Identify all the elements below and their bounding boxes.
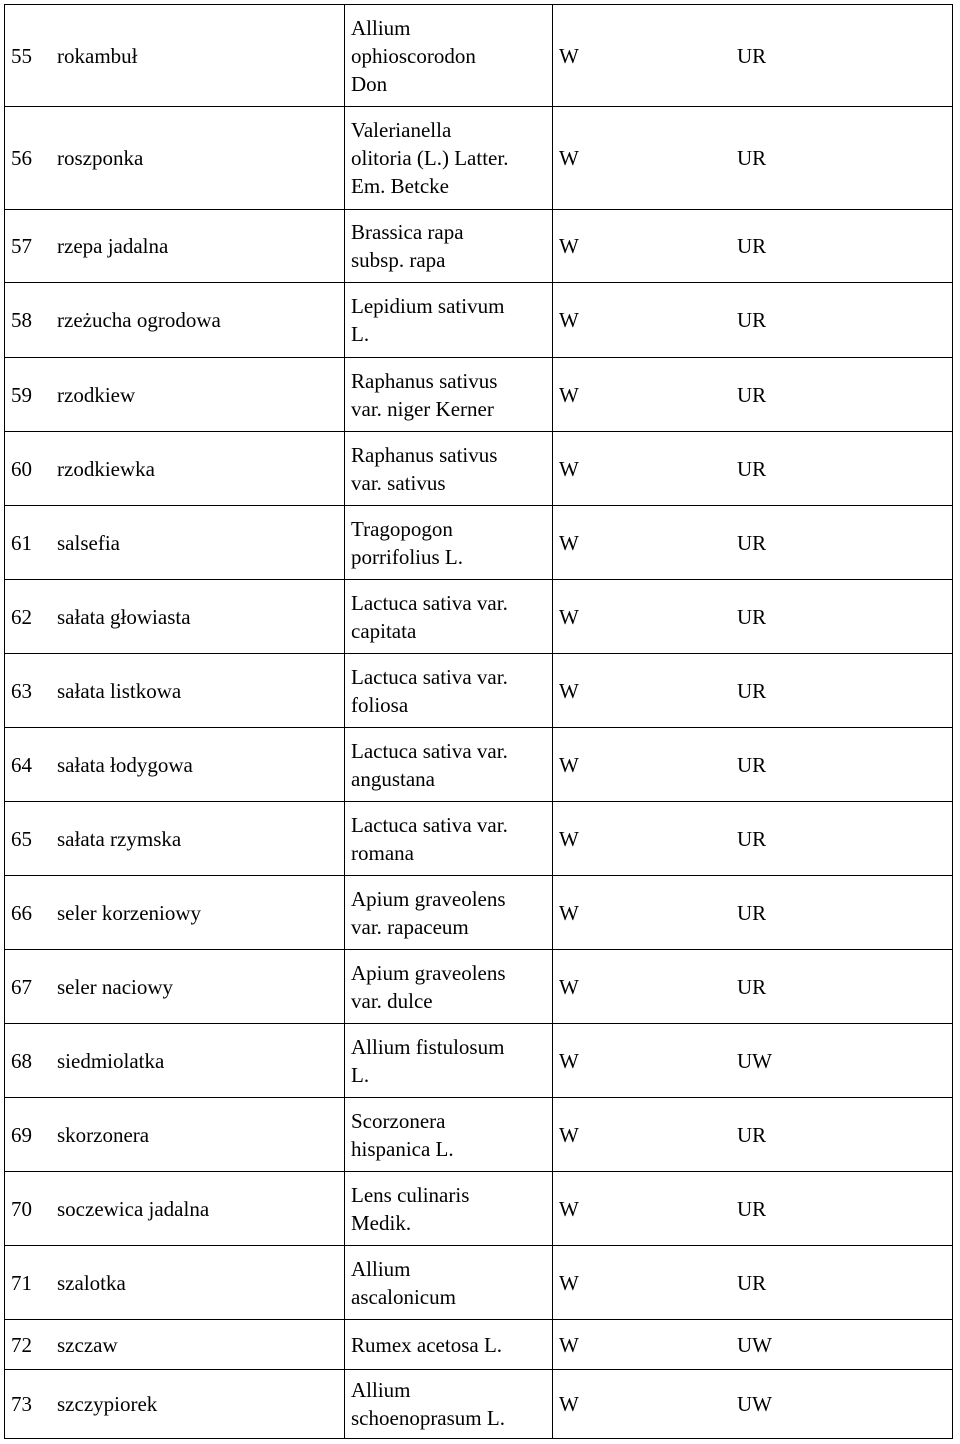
category-code: W [559,382,579,407]
polish-name: rzepa jadalna [57,234,169,258]
polish-name: skorzonera [57,1122,150,1147]
classification-cell [553,506,953,580]
category-code: W [559,1392,579,1416]
latin-name-cell: Allium schoenoprasum L. [345,1370,553,1439]
classification-cell [553,5,953,107]
latin-name-cell: Allium fistulosum L. [345,1024,553,1098]
classification-cell [553,950,953,1024]
polish-name: seler korzeniowy [57,900,202,925]
polish-name: soczewica jadalna [57,1196,210,1221]
status-code: UR [737,43,767,68]
latin-name-cell: Lens culinaris Medik. [345,1172,553,1246]
status-code: UR [737,752,767,777]
polish-name: szalotka [57,1270,126,1295]
latin-name-cell: Lactuca sativa var. foliosa [345,654,553,728]
row-number: 59 [11,382,32,407]
latin-name-cell: Tragopogon porrifolius L. [345,506,553,580]
category-code: W [559,1122,579,1147]
row-number: 60 [11,456,32,481]
polish-name: sałata głowiasta [57,604,191,629]
table-row [5,1320,953,1370]
polish-name: rzodkiew [57,382,136,407]
status-code: UR [737,382,767,407]
category-code: W [559,1048,579,1073]
category-code: W [559,752,579,777]
classification-cell [553,210,953,283]
table-row [5,728,953,802]
polish-name: sałata listkowa [57,678,182,703]
classification-cell [553,1320,953,1370]
classification-cell [553,654,953,728]
status-code: UR [737,234,767,258]
table-row [5,1246,953,1320]
latin-name-cell: Allium ascalonicum [345,1246,553,1320]
table-row [5,802,953,876]
latin-name-cell: Raphanus sativus var. niger Kerner [345,358,553,432]
classification-cell [553,802,953,876]
polish-name-cell [5,283,345,358]
latin-name-cell: Rumex acetosa L. [345,1320,553,1370]
category-code: W [559,234,579,258]
table-row [5,5,953,107]
row-number: 65 [11,826,32,851]
classification-cell [553,1172,953,1246]
status-code: UR [737,146,767,170]
status-code: UR [737,604,767,629]
status-code: UR [737,530,767,555]
status-code: UR [737,1122,767,1147]
row-number: 72 [11,1332,32,1357]
category-code: W [559,456,579,481]
table-row [5,1024,953,1098]
latin-name-cell: Lactuca sativa var. romana [345,802,553,876]
row-number: 57 [11,234,32,258]
row-number: 56 [11,146,32,170]
latin-name-cell: Allium ophioscorodon Don [345,5,553,107]
polish-name-cell [5,1024,345,1098]
polish-name-cell [5,950,345,1024]
category-code: W [559,308,579,332]
row-number: 63 [11,678,32,703]
latin-name-cell: Lactuca sativa var. angustana [345,728,553,802]
table-row [5,1172,953,1246]
polish-name: sałata rzymska [57,826,182,851]
polish-name: szczaw [57,1332,118,1357]
status-code: UR [737,308,767,332]
row-number: 62 [11,604,32,629]
classification-cell [553,1246,953,1320]
polish-name-cell [5,876,345,950]
row-number: 68 [11,1048,32,1073]
polish-name-cell [5,654,345,728]
category-code: W [559,43,579,68]
table-row [5,1098,953,1172]
polish-name-cell [5,432,345,506]
status-code: UW [737,1048,772,1073]
category-code: W [559,1270,579,1295]
polish-name-cell [5,802,345,876]
classification-cell [553,1370,953,1439]
polish-name-cell [5,210,345,283]
latin-name-cell: Raphanus sativus var. sativus [345,432,553,506]
polish-name-cell [5,1098,345,1172]
polish-name-cell [5,728,345,802]
species-table-body [5,5,953,1439]
polish-name-cell [5,1320,345,1370]
table-row [5,432,953,506]
row-number: 58 [11,308,32,332]
classification-cell [553,358,953,432]
latin-name-cell: Brassica rapa subsp. rapa [345,210,553,283]
polish-name: rokambuł [57,43,138,68]
status-code: UW [737,1332,772,1357]
table-row [5,580,953,654]
category-code: W [559,974,579,999]
latin-name-cell: Lactuca sativa var. capitata [345,580,553,654]
table-row [5,876,953,950]
classification-cell [553,1098,953,1172]
table-row [5,1370,953,1439]
category-code: W [559,530,579,555]
polish-name-cell [5,5,345,107]
polish-name-cell [5,1370,345,1439]
polish-name-cell [5,1246,345,1320]
classification-cell [553,432,953,506]
row-number: 71 [11,1270,32,1295]
latin-name-cell: Valerianella olitoria (L.) Latter. Em. Betcke [345,107,553,210]
table-row [5,358,953,432]
table-row [5,506,953,580]
status-code: UR [737,1270,767,1295]
polish-name-cell [5,358,345,432]
classification-cell [553,107,953,210]
status-code: UR [737,678,767,703]
row-number: 61 [11,530,32,555]
table-row [5,210,953,283]
polish-name: rzodkiewka [57,456,155,481]
latin-name-cell: Lepidium sativum L. [345,283,553,358]
status-code: UR [737,1196,767,1221]
polish-name: siedmiolatka [57,1048,165,1073]
status-code: UR [737,974,767,999]
polish-name: sałata łodygowa [57,752,193,777]
row-number: 66 [11,900,32,925]
classification-cell [553,876,953,950]
polish-name-cell [5,1172,345,1246]
category-code: W [559,604,579,629]
polish-name: seler naciowy [57,974,174,999]
table-row [5,283,953,358]
row-number: 73 [11,1392,32,1416]
status-code: UW [737,1392,772,1416]
polish-name-cell [5,506,345,580]
row-number: 70 [11,1196,32,1221]
status-code: UR [737,456,767,481]
polish-name-cell [5,580,345,654]
row-number: 69 [11,1122,32,1147]
species-table [4,4,953,1439]
status-code: UR [737,826,767,851]
row-number: 55 [11,43,32,68]
table-row [5,950,953,1024]
table-row [5,654,953,728]
category-code: W [559,900,579,925]
latin-name-cell: Apium graveolens var. dulce [345,950,553,1024]
polish-name: roszponka [57,146,144,170]
polish-name: salsefia [57,530,120,555]
polish-name: szczypiorek [57,1392,158,1416]
classification-cell [553,580,953,654]
category-code: W [559,826,579,851]
category-code: W [559,1332,579,1357]
polish-name-cell [5,107,345,210]
polish-name: rzeżucha ogrodowa [57,308,221,332]
latin-name-cell: Scorzonera hispanica L. [345,1098,553,1172]
classification-cell [553,1024,953,1098]
classification-cell [553,283,953,358]
table-row [5,107,953,210]
classification-cell [553,728,953,802]
category-code: W [559,146,579,170]
row-number: 67 [11,974,32,999]
row-number: 64 [11,752,32,777]
category-code: W [559,678,579,703]
latin-name-cell: Apium graveolens var. rapaceum [345,876,553,950]
category-code: W [559,1196,579,1221]
status-code: UR [737,900,767,925]
